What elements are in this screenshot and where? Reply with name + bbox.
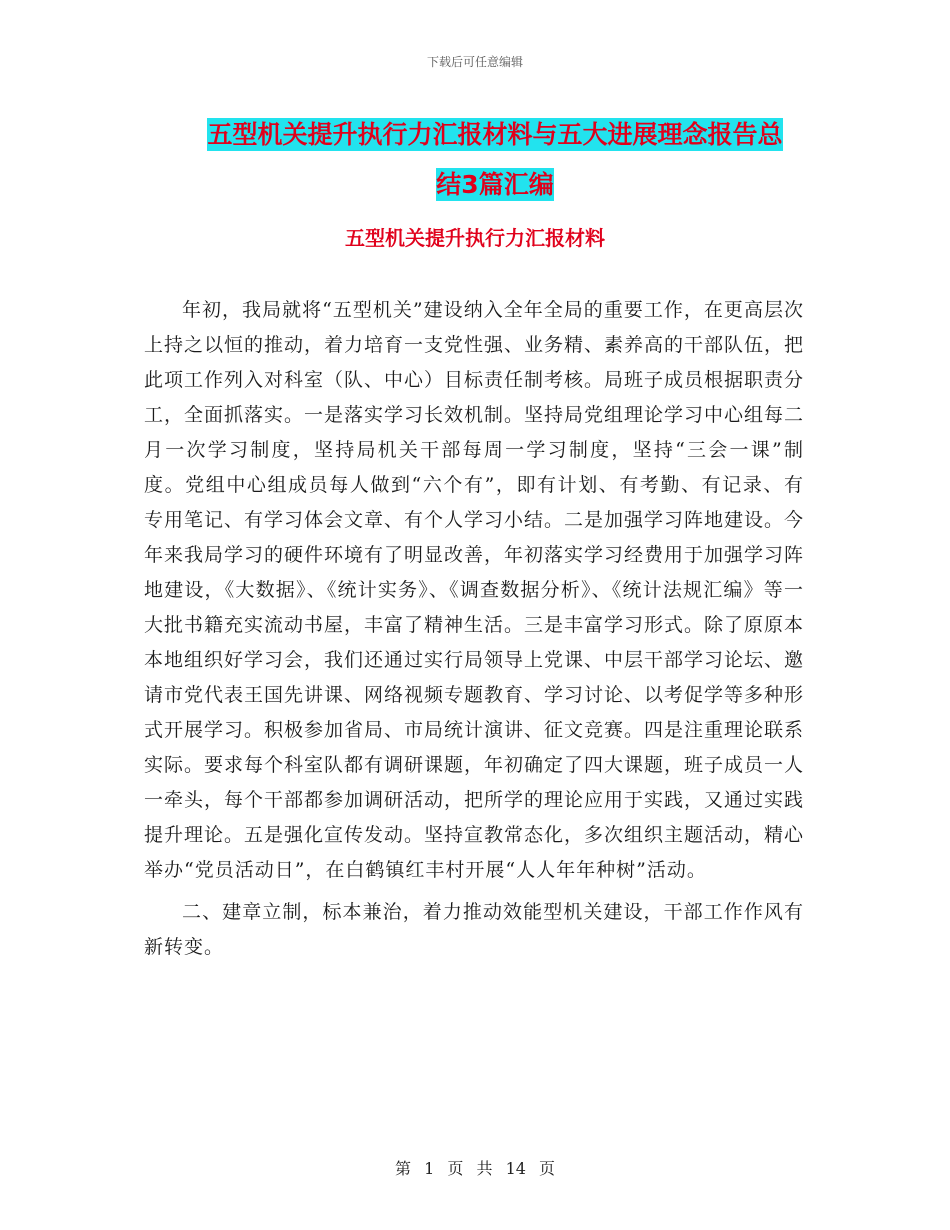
paragraph: 年初，我局就将“五型机关”建设纳入全年全局的重要工作，在更高层次上持之以恒的推动，着力培育一支党性强、业务精、素养高的干部队伍，把此项工作列入对科室（队、中心）目标责任制考核。局班子成员根据职责分工，全面抓落实。一是落实学习长效机制。坚持局党组理论学习中心组每二月一次学习制度，坚持局机关干部每周一学习制度，坚持“三会一课”制度。党组中心组成员每人做到“六个有”，即有计划、有考勤、有记录、有专用笔记、有学习体会文章、有个人学习小结。二是加强学习阵地建设。今年来我局学习的硬件环境有了明显改善，年初落实学习经费用于加强学习阵地建设，《大数据》、《统计实务》、《调查数据分析》、《统计法规汇编》等一大批书籍充实流动书屋，丰富了精神生活。三是丰富学习形式。除了原原本本地组织好学习会，我们还通过实行局领导上党课、中层干部学习论坛、邀请市党代表王国先讲课、网络视频专题教育、学习讨论、以考促学等多种形式开展学习。积极参加省局、市局统计演讲、征文竞赛。四是注重理论联系实际。要求每个科室队都有调研课题，年初确定了四大课题，班子成员一人一牵头，每个干部都参加调研活动，把所学的理论应用于实践，又通过实践提升理论。五是强化宣传发动。坚持宣教常态化，多次组织主题活动，精心举办“党员活动日”，在白鹤镇红丰村开展“人人年年种树”活动。 bbox=[144, 299, 805, 881]
document-title-line-2: 结3篇汇编 bbox=[436, 170, 554, 199]
footer-page-unit: 页 bbox=[447, 1159, 464, 1178]
footer-total-unit: 页 bbox=[539, 1159, 556, 1178]
footer-total-pages: 14 bbox=[505, 1159, 526, 1178]
document-title bbox=[150, 110, 840, 210]
footer-current-page: 1 bbox=[424, 1159, 435, 1178]
document-title-line-1: 五型机关提升执行力汇报材料与五大进展理念报告总 bbox=[207, 120, 783, 149]
footer-total-label: 共 bbox=[476, 1159, 493, 1178]
body-text bbox=[144, 293, 804, 972]
section-title: 五型机关提升执行力汇报材料 bbox=[345, 226, 605, 250]
paragraph: 二、建章立制，标本兼治，着力推动效能型机关建设，干部工作作风有新转变。 bbox=[144, 901, 804, 958]
footer-page-label: 第 bbox=[394, 1159, 411, 1178]
header-note: 下载后可任意编辑 bbox=[426, 55, 523, 69]
page-footer bbox=[0, 1156, 950, 1179]
